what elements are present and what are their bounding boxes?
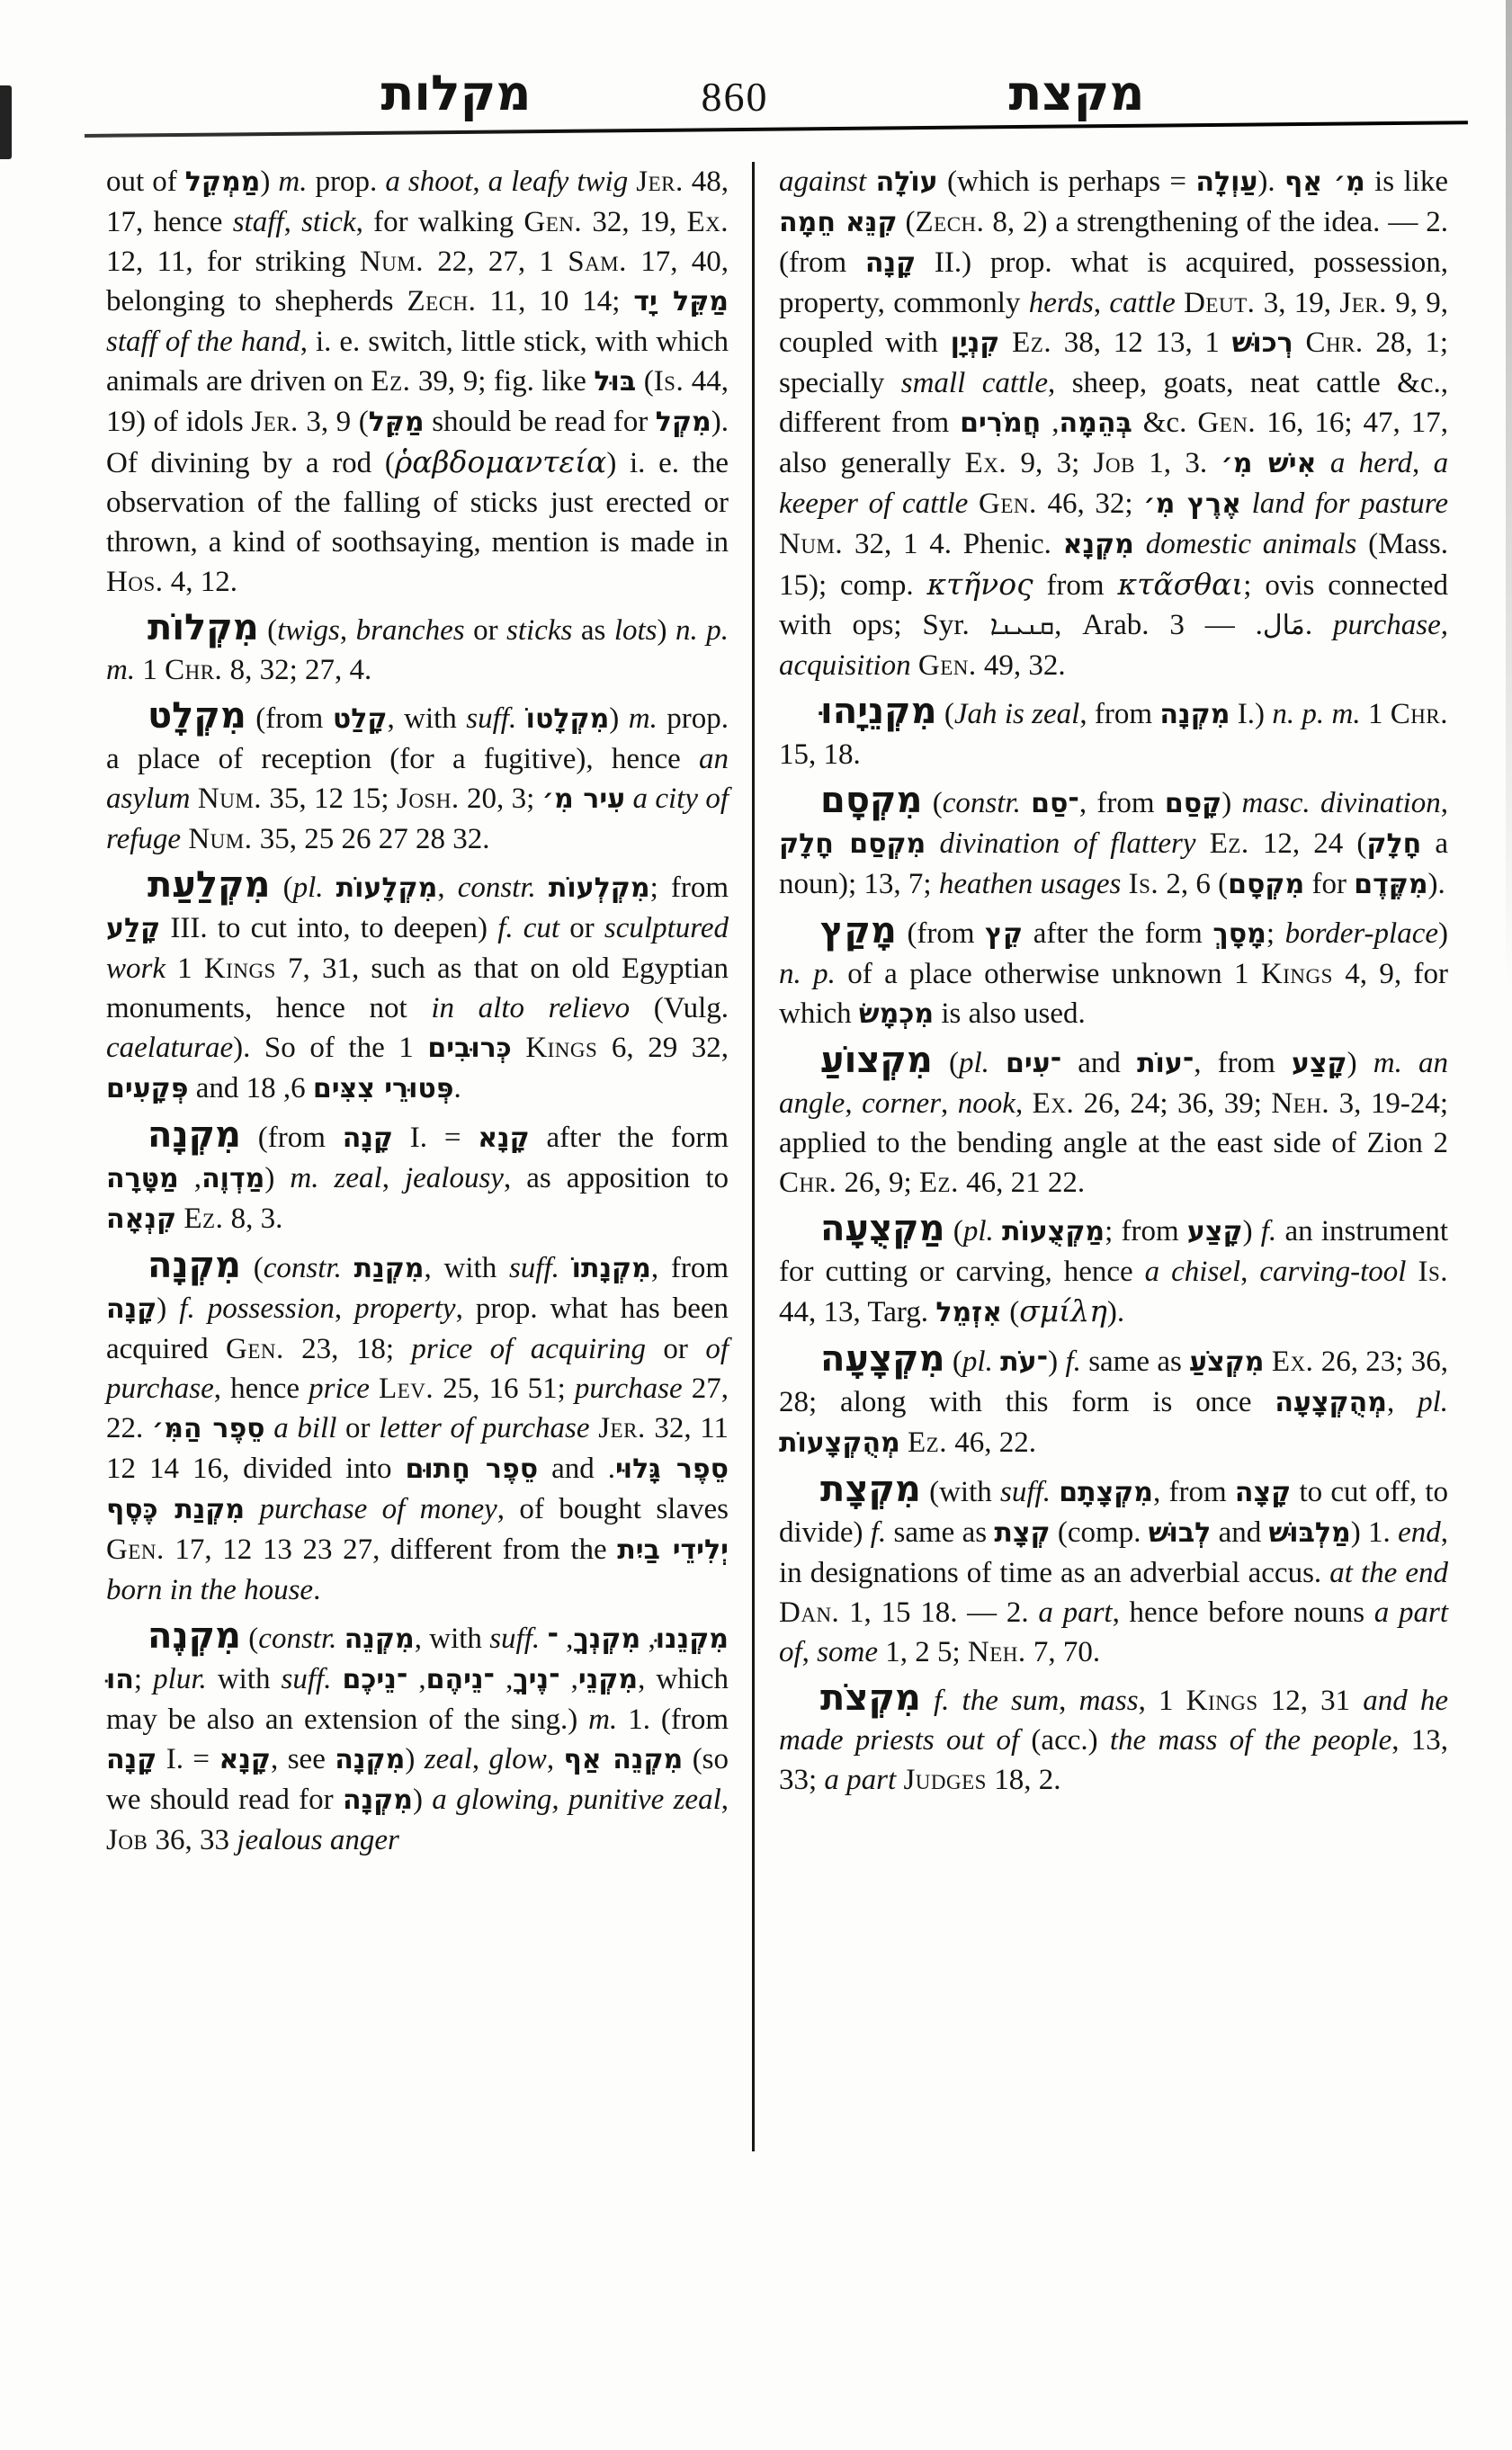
entry-paragraph: מִקְלוֹת (twigs, branches or sticks as lots) n. p. m. 1 Chr. 8, 32; 27, 4.	[106, 607, 729, 686]
entry-paragraph: מִקְנָה (from קָנָה I. = קָנָא after the form מַדְוֶה, מַטָּרָה ) m. zeal, jealousy, as apposition to קִנְאָה Ez. 8, 3.	[106, 1114, 729, 1235]
scan-artifact-right-edge	[1506, 0, 1512, 989]
entry-paragraph: מִקְלַעַת (pl. מִקְלָעוֹת, constr. מִקְלְעוֹת; from קָלַע III. to cut into, to deepen) f. cut or sculptured work 1 Kings 7, 31, such as that on old Egyptian monuments, hence not in alto relievo (Vulg. caelaturae). So of the כְּרוּבִים 1 Kings 6, 29 32, פְּקָעִים and פְּטוּרֵי צִצִּים 6, 18.	[106, 864, 729, 1104]
page-number: 860	[701, 74, 769, 120]
entry-paragraph: מַקְצֻעָה (pl. מַקְצֻעוֹת; from קָצַע) f. an instrument for cutting or carving, hence a chisel, carving-tool Is. 44, 13, Targ. אִזְמֵל (σμίλη).	[779, 1208, 1448, 1328]
entry-paragraph: מִקְצָת (with suff. מִקְצָתָם, from קָצָה to cut off, to divide) f. same as קְצָת (comp. לְבוּשׁ and מַלְבּוּשׁ) 1. end, in designations of time as an adverbial accus. at the end Dan. 1, 15 18. — 2. a part, hence before nouns a part of, some 1, 2 5; Neh. 7, 70.	[779, 1469, 1448, 1668]
right-column	[779, 162, 1448, 1800]
left-column	[106, 162, 729, 1860]
entry-paragraph: מִקְנֶה (constr. מִקְנֵה, with suff. מִקְנֵנוּ, מִקְנְךָ, ־הוּ; plur. with suff. מִקְנֵי, ־נֶיךָ, ־נֵיהֶם, ־נֵיכֶם , which may be also an extension of the sing.) m. 1. (from קָנָה I. = קָנָא, see מִקְנָה) zeal, glow, מִקְנֵה אַף (so we should read for מִקְנָה) a glowing, punitive zeal, Job 36, 33 jealous anger	[106, 1615, 729, 1856]
column-divider-rule	[752, 162, 755, 2151]
entry-paragraph: מִקְנָה (constr. מִקְנַת, with suff. מִקְנָתוֹ, from קָנָה) f. possession, property, prop. what has been acquired Gen. 23, 18; price of acquiring or of purchase, hence price Lev. 25, 16 51; purchase 27, 22. סֵפֶר הַמִּ׳ a bill or letter of purchase Jer. 32, 11 12 14 16, divided into סֵפֶר חָתוּם and סֵפֶר גָּלוּי. מִקְנַת כֶּסֶף purchase of money, of bought slaves Gen. 17, 12 13 23 27, different from the יְלִידֵי בַיִת born in the house.	[106, 1245, 729, 1606]
entry-paragraph: מָקַץ (from קֵץ after the form מָסָךְ; border-place) n. p. of a place otherwise unknown 1 Kings 4, 9, for which מִכְמָשׂ is also used.	[779, 910, 1448, 1030]
entry-paragraph: מִקְסָם (constr. ־סַם, from קָסַם) masc. divination, מִקְסַם חָלָק divination of flattery Ez. 12, 24 (חָלָק a noun); 13, 7; heathen usages Is. 2, 6 (מִקְסָם for מִקֶּדֶם).	[779, 780, 1449, 900]
entry-paragraph: מִקְנֵיָהוּ (Jah is zeal, from מִקְנָה I.) n. p. m. 1 Chr. 15, 18.	[779, 691, 1448, 771]
entry-paragraph: מִקְצָעָה (pl. ־עֹת) f. same as מִקְצֹעַ Ex. 26, 23; 36, 28; along with this form is once מְהֻקְצָעָה, pl. מְהֻקְצָעוֹת Ez. 46, 22.	[779, 1338, 1449, 1459]
entry-paragraph: against עוֹלָה (which is perhaps = עַוְלָה). מִ׳ אַף is like קִנֵּא חֵמָה (Zech. 8, 2) a strengthening of the idea. — 2. (from קָנָה II.) prop. what is acquired, possession, property, commonly herds, cattle Deut. 3, 19, Jer. 9, 9, coupled with קִנְיָן Ez. 38, 12 13, רְכוּשׁ 1 Chr. 28, 1; specially small cattle, sheep, goats, neat cattle &c., different from בְּהֵמָה, חֲמֹרִים &c. Gen. 16, 16; 47, 17, also generally Ex. 9, 3; Job 1, 3. אִישׁ מִ׳ a herd, a keeper of cattle Gen. 46, 32; אֶרֶץ מִ׳ land for pasture Num. 32, 1 4. Phenic. מִקְנָא domestic animals (Mass. 15); comp. κτῆνος from κτᾶσθαι; ovis connected with ops; Syr. ܩܢܝܢܐ, Arab. مَال. — 3. purchase, acquisition Gen. 49, 32.	[779, 165, 1449, 682]
entry-paragraph: out of מַמְקֵל) m. prop. a shoot, a leafy twig Jer. 48, 17, hence staff, stick, for walking Gen. 32, 19, Ex. 12, 11, for striking Num. 22, 27, 1 Sam. 17, 40, belonging to shepherds Zech. 11, 10 14; מַקֵּל יָד staff of the hand, i. e. switch, little stick, with which animals are driven on Ez. 39, 9; fig. like בּוּל (Is. 44, 19) of idols Jer. 3, 9 (מַקֵּל should be read for מִקְל). Of divining by a rod (ῥαβδομαντεία) i. e. the observation of the falling of sticks just erected or thrown, a kind of soothsaying, mention is made in Hos. 4, 12.	[106, 165, 729, 598]
header-catchword-right: מקצת	[1008, 65, 1145, 121]
page-body	[106, 162, 1448, 2151]
entry-paragraph: מִקְלָט (from קָלַט, with suff. מִקְלָטוֹ) m. prop. a place of reception (for a fugitive), hence an asylum Num. 35, 12 15; Josh. 20, 3; עִיר מִ׳ a city of refuge Num. 35, 25 26 27 28 32.	[106, 695, 729, 855]
entry-paragraph: מִקְצוֹעַ (pl. ־עִים and ־עוֹת, from קָצַע) m. an angle, corner, nook, Ex. 26, 24; 36, 39; Neh. 3, 19-24; applied to the bending angle at the east side of Zion 2 Chr. 26, 9; Ez. 46, 21 22.	[779, 1040, 1449, 1199]
entry-paragraph: מִקְצֹת f. the sum, mass, 1 Kings 12, 31 and he made priests out of (acc.) the mass of the people, 13, 33; a part Judges 18, 2.	[779, 1677, 1449, 1796]
header-catchword-left: מקלות	[380, 65, 532, 121]
